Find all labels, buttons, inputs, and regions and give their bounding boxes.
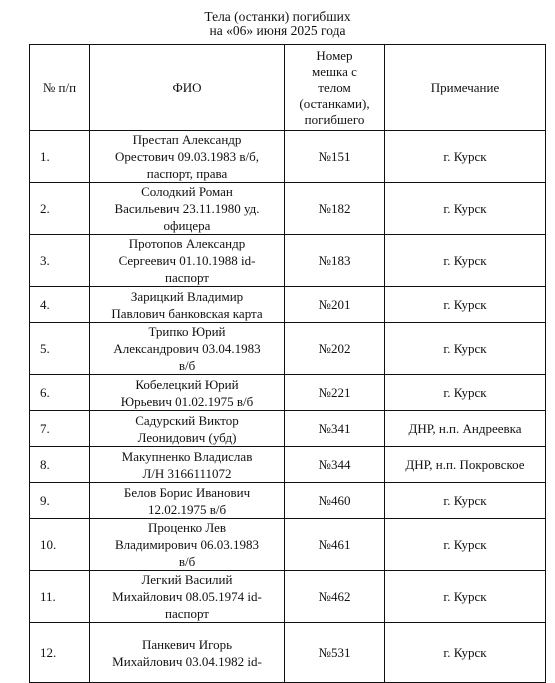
row-note: ДНР, н.п. Покровское [385, 447, 546, 483]
row-num: 1. [30, 131, 90, 183]
row-name: Солодкий Роман Васильевич 23.11.1980 уд. офицера [90, 183, 285, 235]
row-name: Белов Борис Иванович 12.02.1975 в/б [90, 483, 285, 519]
title-line-2: на «06» июня 2025 года [209, 23, 346, 38]
row-num: 9. [30, 483, 90, 519]
table-row [30, 447, 546, 483]
row-name: Протопов Александр Сергеевич 01.10.1988 id- паспорт [90, 235, 285, 287]
row-name: Панкевич Игорь Михайлович 03.04.1982 id- [90, 623, 285, 683]
row-note: г. Курск [385, 287, 546, 323]
table-row [30, 375, 546, 411]
row-note: г. Курск [385, 131, 546, 183]
table-row [30, 323, 546, 375]
table-header-row [30, 45, 546, 131]
row-num: 5. [30, 323, 90, 375]
row-note: г. Курск [385, 483, 546, 519]
row-num: 6. [30, 375, 90, 411]
row-num: 11. [30, 571, 90, 623]
row-name: Престап Александр Орестович 09.03.1983 в/б, паспорт, права [90, 131, 285, 183]
table-row [30, 623, 546, 683]
row-bag: №183 [285, 235, 385, 287]
document-title [0, 10, 555, 38]
row-bag: №462 [285, 571, 385, 623]
row-num: 3. [30, 235, 90, 287]
row-bag: №221 [285, 375, 385, 411]
table-row [30, 411, 546, 447]
row-name: Зарицкий Владимир Павлович банковская карта [90, 287, 285, 323]
header-note: Примечание [385, 45, 546, 131]
table-row [30, 131, 546, 183]
row-bag: №341 [285, 411, 385, 447]
row-note: г. Курск [385, 623, 546, 683]
row-num: 8. [30, 447, 90, 483]
table-row [30, 183, 546, 235]
header-name: ФИО [90, 45, 285, 131]
row-num: 4. [30, 287, 90, 323]
row-name: Кобелецкий Юрий Юрьевич 01.02.1975 в/б [90, 375, 285, 411]
row-bag: №151 [285, 131, 385, 183]
header-bag: Номер мешка с телом (останками), погибшего [285, 45, 385, 131]
row-name: Проценко Лев Владимирович 06.03.1983 в/б [90, 519, 285, 571]
row-num: 2. [30, 183, 90, 235]
table-row [30, 519, 546, 571]
row-bag: №201 [285, 287, 385, 323]
row-name: Макупненко Владислав Л/Н 3166111072 [90, 447, 285, 483]
row-bag: №344 [285, 447, 385, 483]
table-row [30, 287, 546, 323]
table-row [30, 483, 546, 519]
row-num: 10. [30, 519, 90, 571]
table-row [30, 235, 546, 287]
title-line-1: Тела (останки) погибших [204, 9, 351, 24]
row-bag: №531 [285, 623, 385, 683]
header-num: № п/п [30, 45, 90, 131]
row-bag: №460 [285, 483, 385, 519]
row-note: г. Курск [385, 235, 546, 287]
row-bag: №461 [285, 519, 385, 571]
row-num: 7. [30, 411, 90, 447]
row-name: Садурский Виктор Леонидович (убд) [90, 411, 285, 447]
row-bag: №202 [285, 323, 385, 375]
row-bag: №182 [285, 183, 385, 235]
casualty-table [29, 44, 546, 683]
row-name: Трипко Юрий Александрович 03.04.1983 в/б [90, 323, 285, 375]
row-note: г. Курск [385, 375, 546, 411]
row-note: г. Курск [385, 571, 546, 623]
table-row [30, 571, 546, 623]
row-note: г. Курск [385, 519, 546, 571]
row-num: 12. [30, 623, 90, 683]
row-note: ДНР, н.п. Андреевка [385, 411, 546, 447]
row-note: г. Курск [385, 323, 546, 375]
row-note: г. Курск [385, 183, 546, 235]
row-name: Легкий Василий Михайлович 08.05.1974 id- паспорт [90, 571, 285, 623]
